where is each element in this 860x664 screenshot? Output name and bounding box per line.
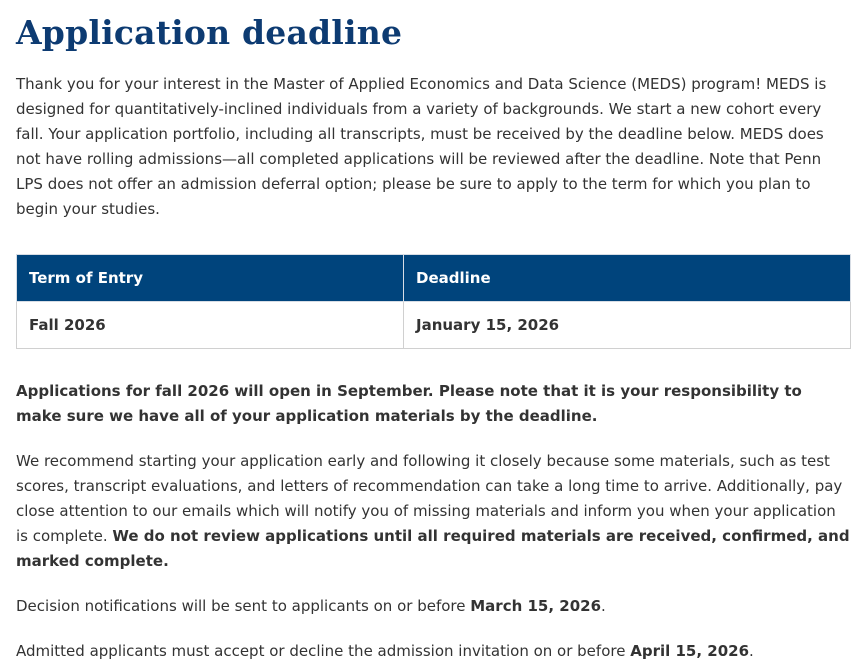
accept-end: . bbox=[749, 642, 754, 660]
accept-date: April 15, 2026 bbox=[630, 642, 750, 660]
recommend-text: We recommend starting your application early and following it closely because some materials, such as test scores, transcript evaluations, and letters of recommendation can take a long time to arrive. Additionally, pay close attention to our emails which will notify you of missing materials and inform you when your application is complete. bbox=[16, 452, 843, 545]
header-term-of-entry: Term of Entry bbox=[17, 255, 404, 302]
accept-text: Admitted applicants must accept or decline the admission invitation on or before bbox=[16, 642, 626, 660]
header-deadline: Deadline bbox=[404, 255, 851, 302]
decision-text: Decision notifications will be sent to applicants on or before bbox=[16, 597, 466, 615]
recommend-paragraph bbox=[16, 449, 850, 574]
decision-end: . bbox=[601, 597, 606, 615]
page-title: Application deadline bbox=[16, 13, 403, 52]
accept-paragraph bbox=[16, 639, 850, 664]
open-notice: Applications for fall 2026 will open in September. Please note that it is your responsibility to make sure we have all of your application materials by the deadline. bbox=[16, 382, 802, 425]
deadline-table bbox=[16, 254, 851, 349]
cell-deadline: January 15, 2026 bbox=[404, 302, 851, 349]
table-header-row bbox=[17, 255, 851, 302]
decision-date: March 15, 2026 bbox=[470, 597, 602, 615]
cell-term: Fall 2026 bbox=[17, 302, 404, 349]
decision-paragraph bbox=[16, 594, 850, 619]
table-row bbox=[17, 302, 851, 349]
intro-paragraph: Thank you for your interest in the Master of Applied Economics and Data Science (MEDS) program! MEDS is designed for quantitatively-inclined individuals from a variety of backgrounds. We start a new cohort every fall. Your application portfolio, including all transcripts, must be received by the deadline below. MEDS does not have rolling admissions—all completed applications will be reviewed after the deadline. Note that Penn LPS does not offer an admission deferral option; please be sure to apply to the term for which you plan to begin your studies. bbox=[16, 75, 827, 218]
recommend-bold-text: We do not review applications until all required materials are received, confirmed, and marked complete. bbox=[16, 527, 850, 570]
